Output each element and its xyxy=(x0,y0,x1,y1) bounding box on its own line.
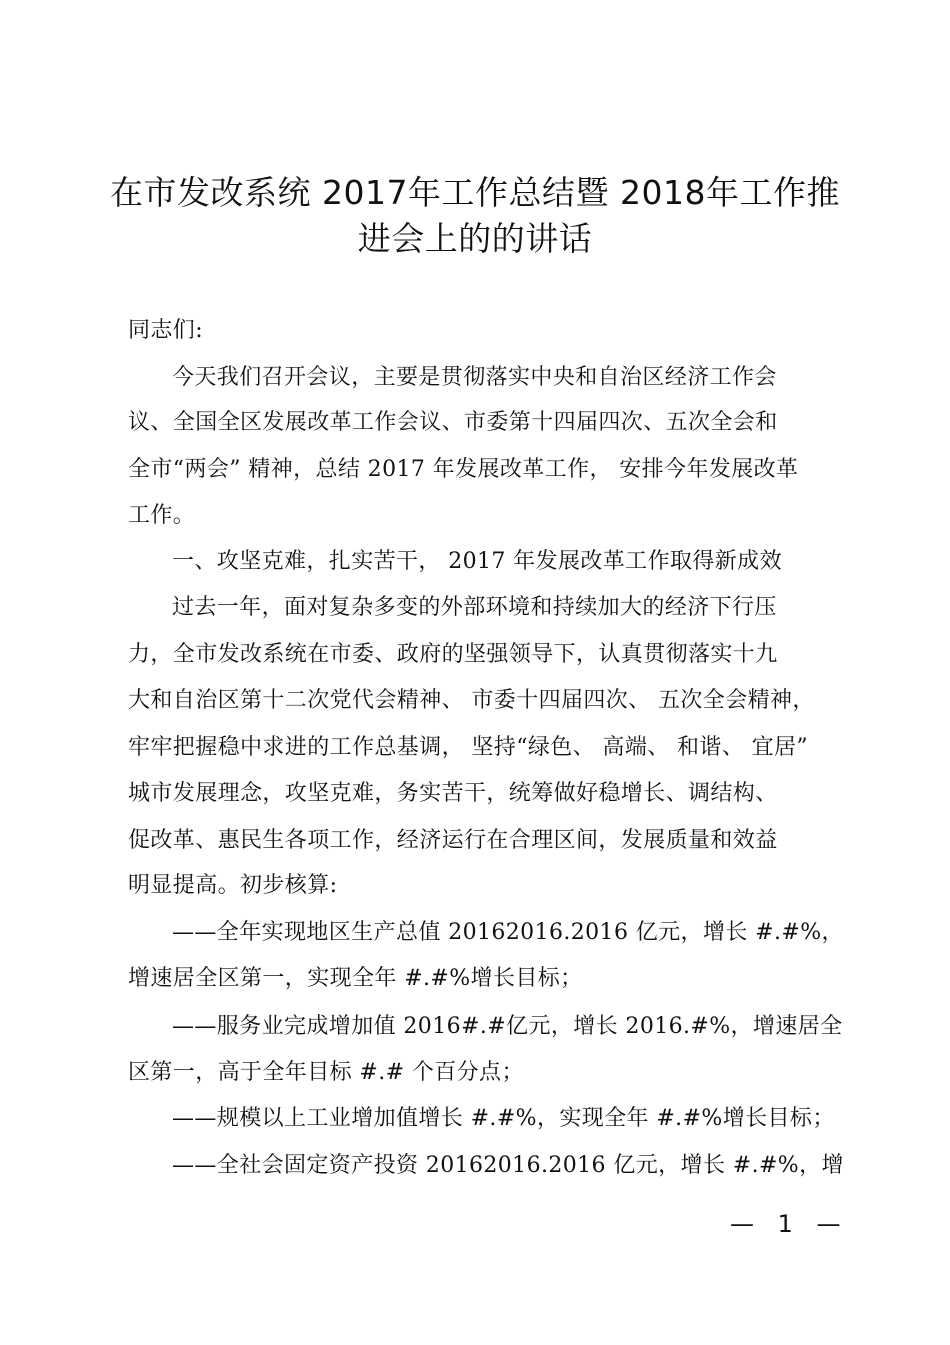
paragraph-line: 过去一年，面对复杂多变的外部环境和持续加大的经济下行压 xyxy=(172,595,777,620)
paragraph-line: 力，全市发改系统在市委、政府的坚强领导下，认真贯彻落实十九 xyxy=(128,642,778,667)
section-heading: 一、攻坚克难，扎实苦干， 2017 年发展改革工作取得新成效 xyxy=(172,549,782,574)
paragraph-line: 今天我们召开会议，主要是贯彻落实中央和自治区经济工作会 xyxy=(172,365,777,390)
document-title xyxy=(100,170,850,262)
list-item-line: 区第一，高于全年目标 #.# 个百分点； xyxy=(128,1060,524,1085)
page-number: — 1 — xyxy=(730,1210,849,1238)
paragraph-line: 牢牢把握稳中求进的工作总基调， 坚持“绿色、 高端、 和谐、 宜居” xyxy=(128,735,809,760)
paragraph-line: 大和自治区第十二次党代会精神、 市委十四届四次、 五次全会精神， xyxy=(128,688,815,713)
title-line-2: 进会上的的讲话 xyxy=(357,219,593,258)
paragraph-line: 城市发展理念，攻坚克难，务实苦干，统筹做好稳增长、调结构、 xyxy=(128,781,778,806)
paragraph-line: 促改革、惠民生各项工作，经济运行在合理区间，发展质量和效益 xyxy=(128,828,778,853)
paragraph-line: 工作。 xyxy=(128,503,196,528)
list-item-line: 增速居全区第一，实现全年 #.#%增长目标； xyxy=(128,966,583,991)
paragraph-line: 全市“两会” 精神，总结 2017 年发展改革工作， 安排今年发展改革 xyxy=(128,457,799,482)
paragraph-line: 明显提高。初步核算: xyxy=(128,873,338,898)
salutation: 同志们: xyxy=(128,318,204,343)
list-item-line: ——规模以上工业增加值增长 #.#%，实现全年 #.#%增长目标； xyxy=(172,1106,835,1131)
list-item-line: ——服务业完成增加值 2016#.#亿元，增长 2016.#%，增速居全 xyxy=(172,1014,843,1039)
list-item-line: ——全年实现地区生产总值 20162016.2016 亿元，增长 #.#%， xyxy=(172,920,844,945)
title-line-1: 在市发改系统 2017年工作总结暨 2018年工作推 xyxy=(110,173,840,212)
paragraph-line: 议、全国全区发展改革工作会议、市委第十四届四次、五次全会和 xyxy=(128,410,778,435)
list-item-line: ——全社会固定资产投资 20162016.2016 亿元，增长 #.#%，增 xyxy=(172,1153,844,1178)
